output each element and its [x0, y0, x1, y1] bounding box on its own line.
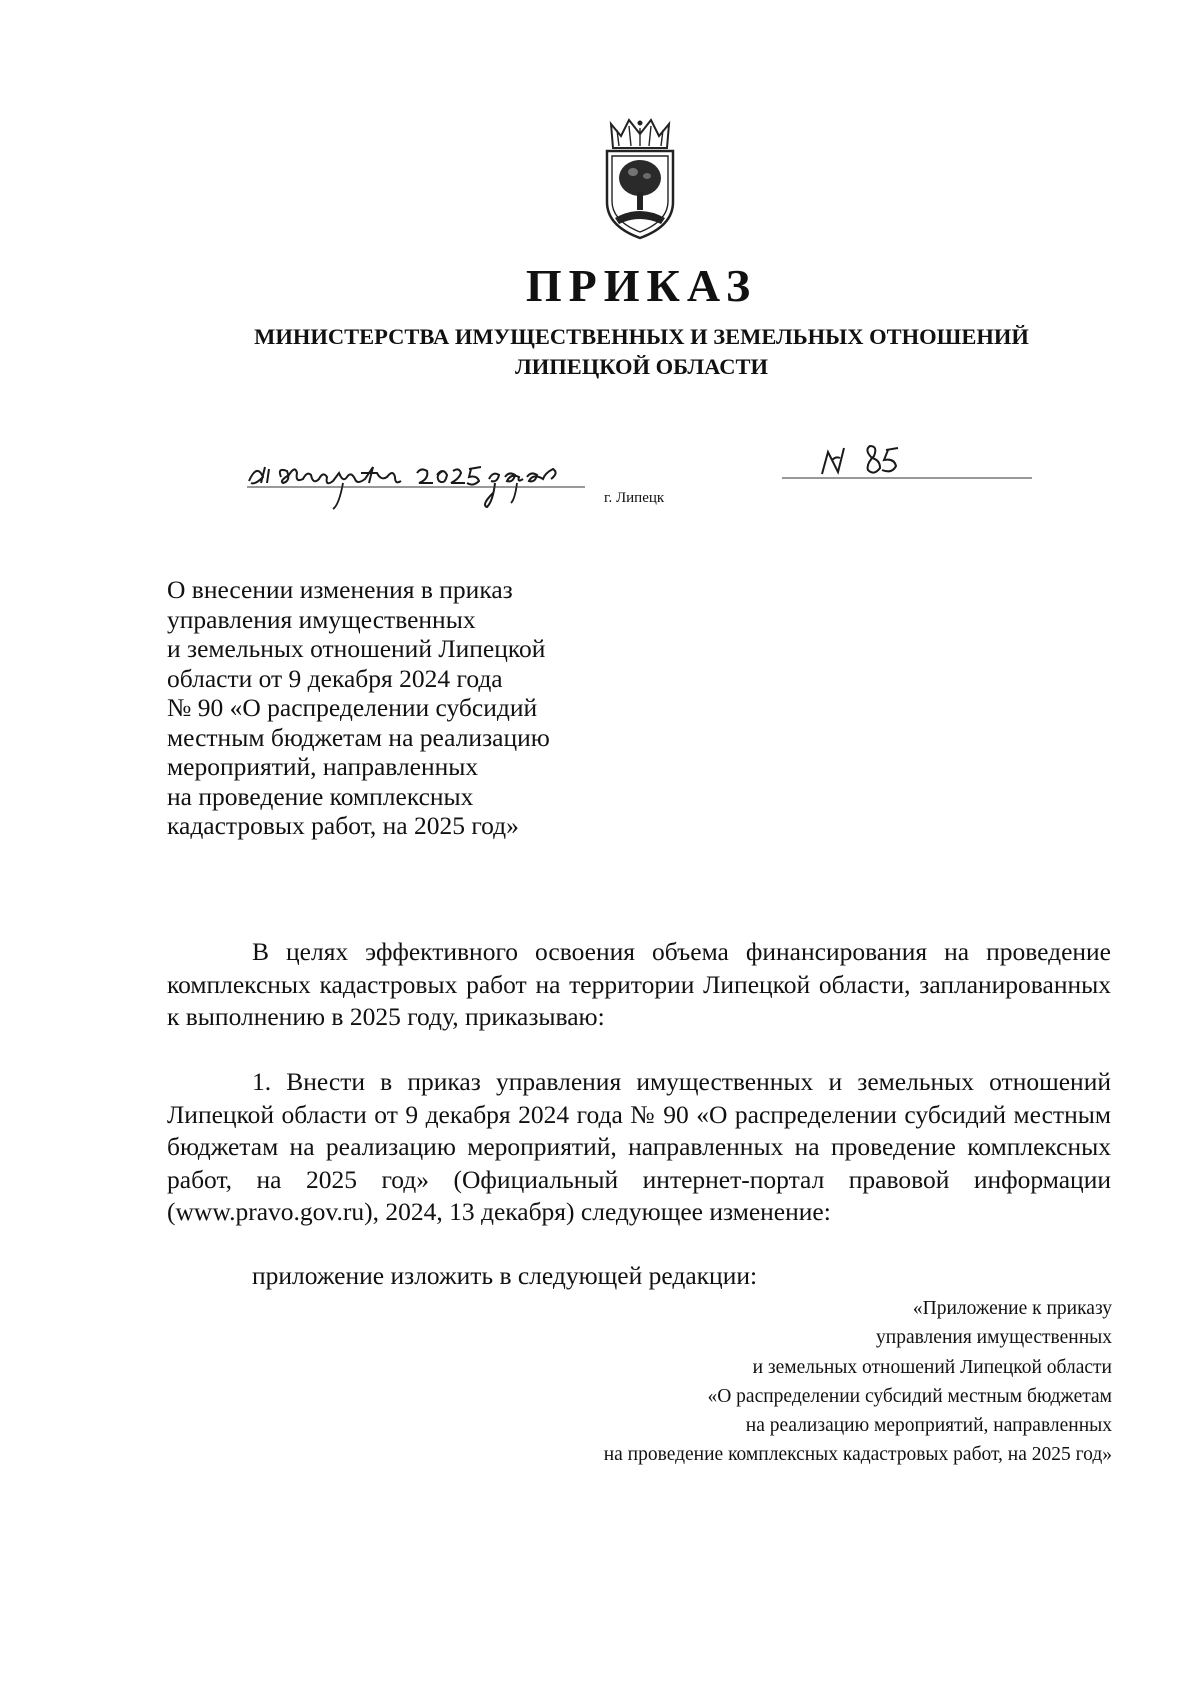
appendix-line: «Приложение к приказу — [912, 1298, 1112, 1319]
appendix-line: на проведение комплексных кадастровых работ, на 2025 год» — [603, 1444, 1112, 1466]
subject-line: на проведение комплексных — [167, 781, 474, 811]
subject-line: управления имущественных — [167, 604, 476, 634]
ministry-name — [0, 322, 1200, 382]
subject-line: № 90 «О распределении субсидий — [167, 693, 538, 722]
ministry-name-line-1: МИНИСТЕРСТВА ИМУЩЕСТВЕННЫХ И ЗЕМЕЛЬНЫХ ОТНОШЕНИЙ — [254, 324, 1029, 349]
appendix-line: «О распределении субсидий местным бюджетам — [707, 1385, 1112, 1407]
document-title: ПРИКАЗ — [525, 260, 758, 311]
appendix-line: на реализацию мероприятий, направленных — [745, 1415, 1112, 1437]
body-paragraph-3: приложение изложить в следующей редакции: — [252, 1261, 758, 1290]
handwritten-date — [247, 443, 587, 513]
handwritten-number — [782, 440, 1032, 490]
appendix-line: и земельных отношений Липецкой области — [752, 1356, 1112, 1378]
subject-line: кадастровых работ, на 2025 год» — [167, 811, 519, 840]
subject-line: области от 9 декабря 2024 года — [167, 663, 503, 693]
body-paragraph-2: 1. Внести в приказ управления имущественных и земельных отношений Липецкой области от 9 декабря 2024 года № 90 «О распределении субсидий местным бюджетам на реализацию мероприятий, направленных на проведение комплексных работ, на 2025 год» (Официальный интернет-портал правовой информации (www.pravo.gov.ru), 2024, 13 декабря) следующее изменение: — [167, 1067, 1111, 1226]
ministry-name-line-2: ЛИПЕЦКОЙ ОБЛАСТИ — [514, 354, 769, 379]
city-label: г. Липецк — [604, 490, 665, 506]
appendix-line: управления имущественных — [876, 1327, 1112, 1349]
subject-line: О внесении изменения в приказ — [167, 575, 513, 604]
subject-line: и земельных отношений Липецкой — [167, 634, 546, 663]
subject-line: местным бюджетам на реализацию — [167, 722, 550, 752]
body-paragraph-1: В целях эффективного освоения объема финансирования на проведение комплексных кадастровых работ на территории Липецкой области, запланированных к выполнению в 2025 году, приказываю: — [167, 937, 1111, 1031]
appendix-heading — [440, 1294, 1112, 1470]
subject-line: мероприятий, направленных — [167, 752, 479, 781]
order-subject — [167, 575, 667, 841]
lipetsk-coat-of-arms-icon — [595, 118, 685, 242]
